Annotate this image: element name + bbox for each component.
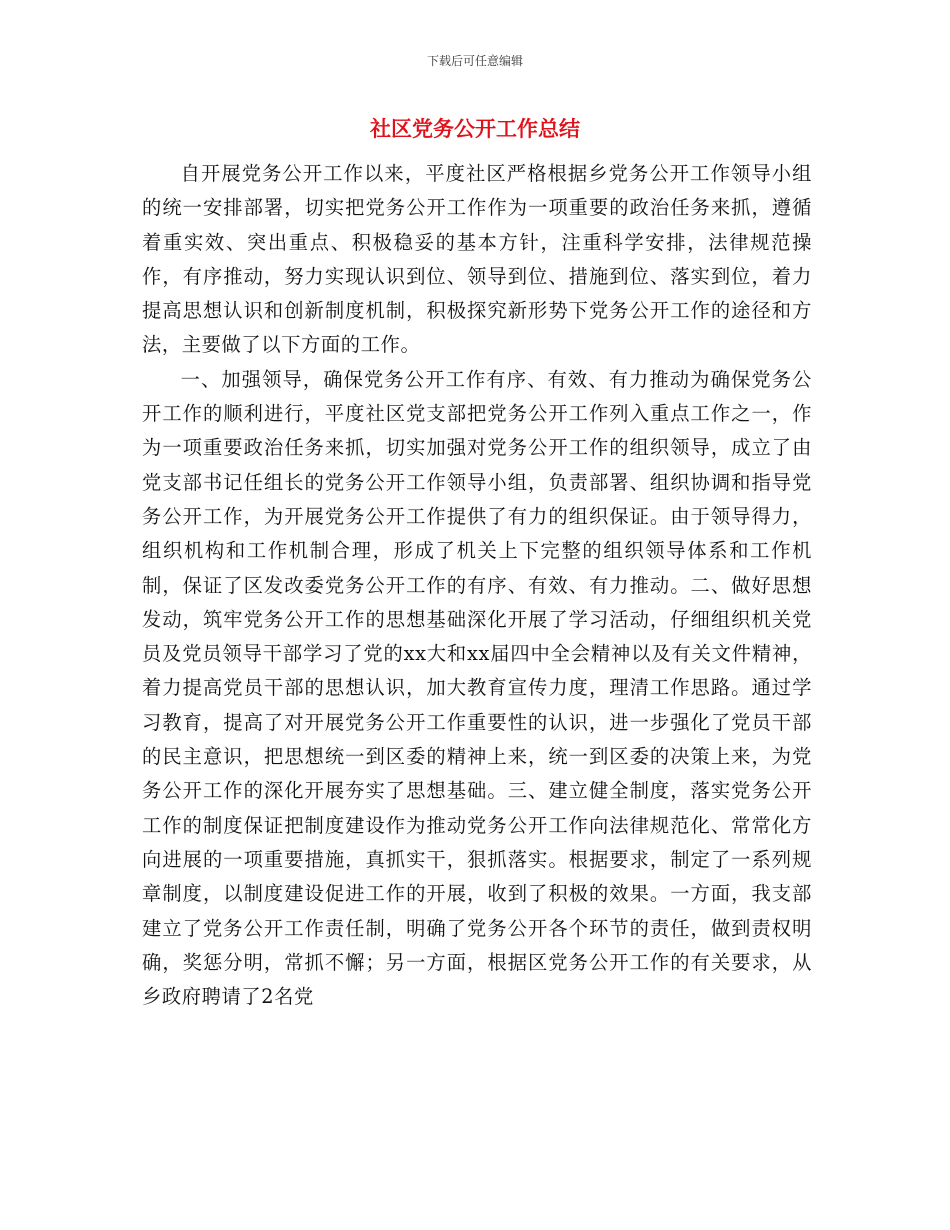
page-title: 社区党务公开工作总结 xyxy=(370,117,580,141)
paragraph-main: 一、加强领导，确保党务公开工作有序、有效、有力推动为确保党务公开工作的顺利进行，平度社区党支部把党务公开工作列入重点工作之一，作为一项重要政治任务来抓，切实加强对党务公开工作的组织领导，成立了由党支部书记任组长的党务公开工作领导小组，负责部署、组织协调和指导党务公开工作，为开展党务公开工作提供了有力的组织保证。由于领导得力，组织机构和工作机制合理，形成了机关上下完整的组织领导体系和工作机制，保证了区发改委党务公开工作的有序、有效、有力推动。二、做好思想发动，筑牢党务公开工作的思想基础深化开展了学习活动，仔细组织机关党员及党员领导干部学习了党的xx大和xx届四中全会精神以及有关文件精神，着力提高党员干部的思想认识，加大教育宣传力度，理清工作思路。通过学习教育，提高了对开展党务公开工作重要性的认识，进一步强化了党员干部的民主意识，把思想统一到区委的精神上来，统一到区委的决策上来，为党务公开工作的深化开展夯实了思想基础。三、建立健全制度，落实党务公开工作的制度保证把制度建设作为推动党务公开工作向法律规范化、常常化方向进展的一项重要措施，真抓实干，狠抓落实。根据要求，制定了一系列规章制度，以制度建设促进工作的开展，收到了积极的效果。一方面，我支部建立了党务公开工作责任制，明确了党务公开各个环节的责任，做到责权明确，奖惩分明，常抓不懈；另一方面，根据区党务公开工作的有关要求，从乡政府聘请了2名党 xyxy=(142,367,812,1009)
header-note: 下载后可任意编辑 xyxy=(426,54,523,68)
document-body xyxy=(142,157,812,1014)
paragraph-intro: 自开展党务公开工作以来，平度社区严格根据乡党务公开工作领导小组的统一安排部署，切实把党务公开工作作为一项重要的政治任务来抓，遵循着重实效、突出重点、积极稳妥的基本方针，注重科学安排，法律规范操作，有序推动，努力实现认识到位、领导到位、措施到位、落实到位，着力提高思想认识和创新制度机制，积极探究新形势下党务公开工作的途径和方法，主要做了以下方面的工作。 xyxy=(142,162,812,357)
